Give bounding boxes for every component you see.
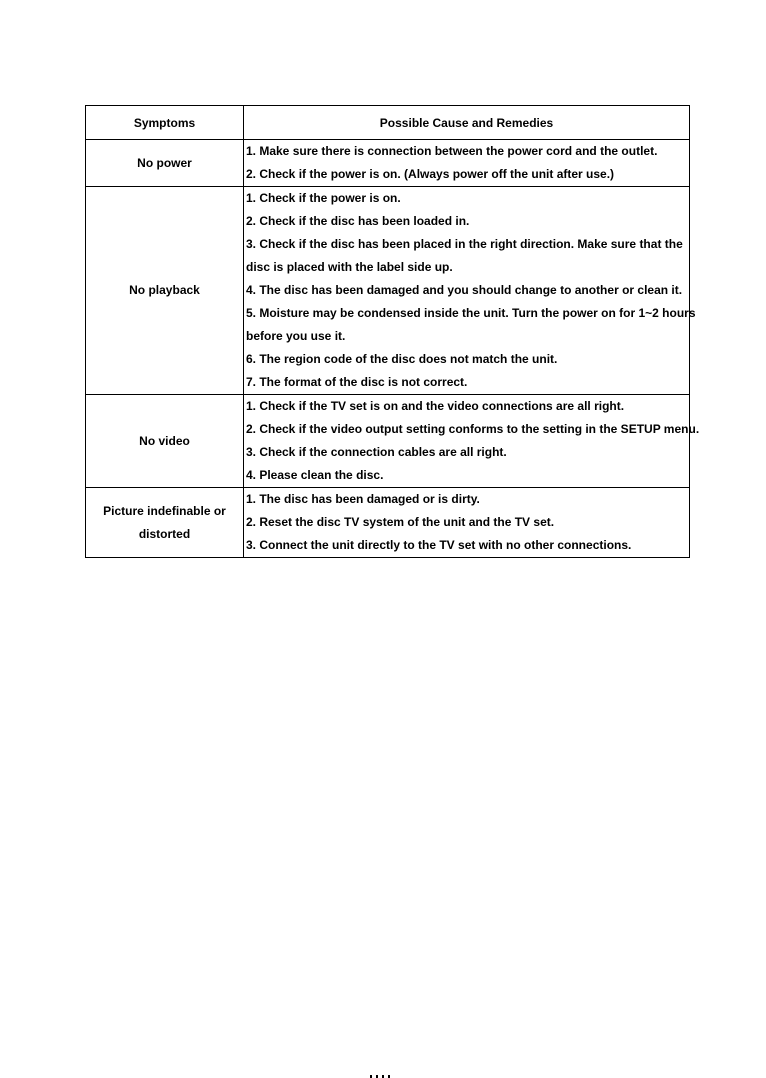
remedy-line: 1. Make sure there is connection between the power cord and the outlet.: [246, 144, 658, 158]
symptom-no-playback: No playback: [86, 187, 244, 395]
remedy-line: disc is placed with the label side up.: [246, 260, 453, 274]
symptom-no-video: No video: [86, 395, 244, 488]
remedy-line: 1. Check if the TV set is on and the video connections are all right.: [246, 399, 625, 413]
remedy-line: 1. The disc has been damaged or is dirty.: [246, 492, 480, 506]
header-symptoms: Symptoms: [86, 106, 244, 140]
remedy-line: 4. Please clean the disc.: [246, 468, 384, 482]
remedy-line: 7. The format of the disc is not correct.: [246, 375, 468, 389]
table-row: [86, 187, 690, 395]
table-row: [86, 488, 690, 558]
remedy-line: 5. Moisture may be condensed inside the unit. Turn the power on for 1~2 hours: [246, 306, 696, 320]
remedy-line: 3. Check if the connection cables are all right.: [246, 445, 507, 459]
remedy-line: 2. Reset the disc TV system of the unit and the TV set.: [246, 515, 555, 529]
table-row: [86, 395, 690, 488]
page-number-fragment: [368, 1072, 398, 1078]
remedies-no-power: [244, 140, 690, 187]
header-remedies: Possible Cause and Remedies: [244, 106, 690, 140]
remedy-line: 2. Check if the video output setting conforms to the setting in the SETUP menu.: [246, 422, 700, 436]
remedy-line: 3. Check if the disc has been placed in the right direction. Make sure that the: [246, 237, 683, 251]
remedy-line: 2. Check if the power is on. (Always power off the unit after use.): [246, 167, 615, 181]
remedies-no-video: [244, 395, 700, 488]
remedy-line: 2. Check if the disc has been loaded in.: [246, 214, 470, 228]
remedy-line: 3. Connect the unit directly to the TV set with no other connections.: [246, 538, 632, 552]
table-header-row: [86, 106, 690, 140]
remedy-line: 1. Check if the power is on.: [246, 191, 401, 205]
remedy-line: before you use it.: [246, 329, 346, 343]
remedy-line: 6. The region code of the disc does not match the unit.: [246, 352, 558, 366]
troubleshooting-table: [85, 105, 700, 558]
remedy-line: 4. The disc has been damaged and you should change to another or clean it.: [246, 283, 683, 297]
table-row: [86, 140, 690, 187]
symptom-no-power: No power: [86, 140, 244, 187]
symptom-picture-indefinable: Picture indefinable or distorted: [86, 488, 244, 558]
remedies-no-playback: [244, 187, 696, 395]
remedies-picture-indefinable: [244, 488, 690, 558]
